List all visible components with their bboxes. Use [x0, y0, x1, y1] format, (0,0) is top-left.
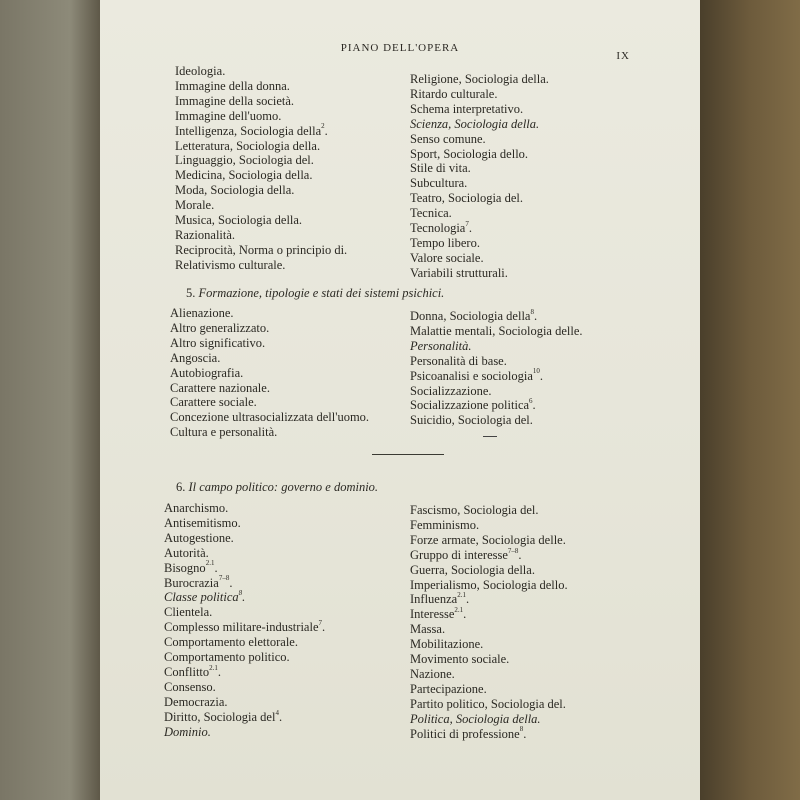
entry-text: Intelligenza, Sociologia della [175, 123, 322, 138]
index-entry [410, 117, 549, 132]
entry-text: Altro significativo. [170, 335, 266, 350]
entry-text: Musica, Sociologia della. [175, 213, 303, 228]
entry-text: Moda, Sociologia della. [175, 183, 295, 198]
entry-reference: 2.1 [205, 559, 215, 568]
index-entry [170, 410, 369, 425]
entry-text: Fascismo, Sociologia del. [410, 503, 539, 517]
em-dash-mark [483, 436, 497, 437]
index-entry [164, 635, 325, 650]
index-entry [410, 147, 549, 162]
entry-punctuation: . [242, 590, 246, 605]
index-entry [164, 590, 325, 605]
entry-punctuation: . [518, 547, 522, 562]
index-entry [164, 501, 325, 516]
index-entry [410, 132, 549, 147]
index-entry [410, 72, 549, 87]
index-entry [175, 64, 347, 79]
entry-text: Personalità di base. [410, 353, 507, 368]
entry-text: Razionalità. [175, 227, 236, 242]
entry-text: Subcultura. [410, 176, 468, 191]
entry-punctuation: . [322, 620, 326, 635]
index-entry [410, 652, 568, 667]
entry-text: Schema interpretativo. [410, 101, 524, 116]
index-entry [175, 139, 347, 154]
top-left-column [175, 64, 347, 273]
entry-reference: 8 [530, 307, 534, 316]
entry-reference: 7 [465, 219, 469, 228]
index-entry [410, 712, 568, 727]
entry-text: Linguaggio, Sociologia del. [175, 153, 314, 168]
entry-text: Nazione. [410, 666, 455, 681]
index-entry [164, 650, 325, 665]
book-page [100, 0, 700, 800]
index-entry [410, 518, 568, 533]
index-entry [410, 697, 568, 712]
index-entry [410, 607, 568, 622]
index-entry [410, 324, 583, 339]
index-entry [410, 236, 549, 251]
entry-text: Interesse [410, 607, 455, 622]
entry-text: Alienazione. [170, 306, 234, 320]
index-entry [164, 561, 325, 576]
index-entry [164, 620, 325, 635]
entry-text: Relativismo culturale. [175, 257, 286, 272]
section-6-left-column [164, 501, 325, 740]
entry-reference: 8 [519, 725, 524, 734]
index-entry [410, 102, 549, 117]
index-entry [164, 695, 325, 710]
index-entry [175, 168, 347, 183]
entry-text: Religione, Sociologia della. [410, 72, 549, 86]
top-right-column [410, 72, 549, 281]
entry-punctuation: . [532, 398, 536, 413]
entry-text: Politica, Sociologia della. [410, 711, 541, 726]
index-entry [175, 124, 347, 139]
entry-text: Femminismo. [410, 517, 480, 532]
index-entry [170, 395, 369, 410]
entry-text: Guerra, Sociologia della. [410, 562, 535, 577]
index-entry [175, 213, 347, 228]
entry-text: Politici di professione [410, 726, 520, 741]
entry-text: Tecnologia [410, 221, 466, 236]
entry-text: Imperialismo, Sociologia dello. [410, 577, 568, 592]
index-entry [410, 354, 583, 369]
entry-reference: 6 [529, 397, 533, 406]
entry-text: Teatro, Sociologia del. [410, 191, 523, 206]
entry-reference: 2.1 [457, 591, 466, 600]
index-entry [170, 306, 369, 321]
index-entry [164, 725, 325, 740]
section-divider [372, 454, 444, 455]
index-entry [175, 243, 347, 258]
index-entry [410, 533, 568, 548]
entry-punctuation: . [324, 123, 328, 138]
section-5-right-column [410, 309, 583, 428]
entry-punctuation: . [217, 664, 222, 679]
entry-reference: 7–8 [218, 574, 230, 583]
entry-reference: 7 [318, 619, 322, 628]
index-entry [175, 94, 347, 109]
section-6-number: 6. [176, 480, 186, 494]
index-entry [410, 548, 568, 563]
background-left [0, 0, 100, 800]
entry-text: Consenso. [164, 679, 216, 694]
entry-text: Burocrazia [164, 575, 219, 590]
entry-text: Complesso militare-industriale [164, 620, 319, 635]
background-right [700, 0, 800, 800]
entry-punctuation: . [523, 726, 527, 741]
index-entry [164, 605, 325, 620]
index-entry [164, 710, 325, 725]
index-entry [410, 191, 549, 206]
index-entry [170, 381, 369, 396]
entry-text: Suicidio, Sociologia del. [410, 413, 533, 428]
entry-text: Comportamento politico. [164, 650, 290, 665]
entry-punctuation: . [463, 607, 467, 622]
entry-punctuation: . [465, 592, 470, 607]
entry-text: Variabili strutturali. [410, 265, 508, 280]
entry-text: Concezione ultrasocializzata dell'uomo. [170, 410, 370, 425]
entry-text: Clientela. [164, 605, 213, 620]
entry-punctuation: . [214, 560, 218, 575]
entry-text: Medicina, Sociologia della. [175, 168, 313, 183]
index-entry [410, 176, 549, 191]
index-entry [410, 161, 549, 176]
entry-text: Letteratura, Sociologia della. [175, 138, 321, 153]
entry-text: Bisogno [164, 560, 206, 575]
index-entry [410, 563, 568, 578]
entry-text: Altro generalizzato. [170, 320, 270, 335]
entry-text: Influenza [410, 592, 458, 607]
entry-text: Antisemitismo. [164, 515, 241, 530]
index-entry [170, 351, 369, 366]
section-5-number: 5. [186, 286, 196, 300]
entry-punctuation: . [229, 575, 233, 590]
entry-text: Donna, Sociologia della [410, 309, 531, 323]
section-5-title: Formazione, tipologie e stati dei sistemi psichici. [198, 286, 445, 300]
index-entry [410, 592, 568, 607]
entry-text: Socializzazione politica [410, 398, 530, 413]
entry-text: Sport, Sociologia dello. [410, 146, 529, 161]
entry-text: Angoscia. [170, 350, 221, 365]
entry-text: Senso comune. [410, 131, 486, 146]
index-entry [170, 366, 369, 381]
index-entry [410, 503, 568, 518]
index-entry [175, 183, 347, 198]
index-entry [170, 336, 369, 351]
index-entry [175, 198, 347, 213]
entry-text: Malattie mentali, Sociologia delle. [410, 323, 583, 338]
index-entry [410, 727, 568, 742]
entry-text: Carattere nazionale. [170, 380, 270, 395]
entry-reference: 2 [321, 122, 325, 131]
index-entry [170, 321, 369, 336]
entry-text: Forze armate, Sociologia delle. [410, 532, 566, 547]
entry-text: Diritto, Sociologia del [164, 709, 276, 724]
index-entry [410, 221, 549, 236]
index-entry [410, 266, 549, 281]
entry-text: Socializzazione. [410, 383, 492, 398]
entry-text: Anarchismo. [164, 501, 229, 515]
entry-text: Conflitto [164, 664, 210, 679]
entry-punctuation: . [278, 709, 283, 724]
entry-text: Stile di vita. [410, 161, 471, 176]
index-entry [410, 384, 583, 399]
entry-text: Tecnica. [410, 206, 452, 221]
index-entry [164, 516, 325, 531]
index-entry [410, 251, 549, 266]
entry-reference: 10 [532, 367, 540, 376]
index-entry [410, 578, 568, 593]
entry-text: Scienza, Sociologia della. [410, 116, 540, 131]
entry-punctuation: . [533, 309, 538, 323]
entry-text: Partito politico, Sociologia del. [410, 696, 566, 711]
index-entry [164, 546, 325, 561]
index-entry [175, 228, 347, 243]
index-entry [410, 87, 549, 102]
section-6-right-column [410, 503, 568, 742]
index-entry [410, 667, 568, 682]
entry-punctuation: . [468, 221, 472, 236]
entry-reference: 4 [275, 708, 279, 717]
entry-text: Immagine della donna. [175, 78, 290, 93]
index-entry [410, 413, 583, 428]
index-entry [410, 309, 583, 324]
entry-text: Ritardo culturale. [410, 86, 498, 101]
entry-text: Immagine della società. [175, 93, 295, 108]
index-entry [410, 398, 583, 413]
entry-text: Reciprocità, Norma o principio di. [175, 242, 348, 257]
index-entry [410, 369, 583, 384]
index-entry [410, 206, 549, 221]
entry-text: Partecipazione. [410, 681, 487, 696]
index-entry [175, 153, 347, 168]
index-entry [410, 622, 568, 637]
index-entry [175, 79, 347, 94]
entry-reference: 2.1 [209, 663, 218, 672]
section-5-left-column [170, 306, 369, 440]
entry-text: Classe politica [164, 590, 239, 605]
entry-text: Immagine dell'uomo. [175, 108, 282, 123]
entry-text: Mobilitazione. [410, 637, 484, 652]
section-6-title: Il campo politico: governo e dominio. [188, 480, 379, 494]
index-entry [410, 339, 583, 354]
entry-text: Tempo libero. [410, 235, 480, 250]
entry-text: Gruppo di interesse [410, 547, 508, 562]
index-entry [410, 682, 568, 697]
index-entry [164, 531, 325, 546]
entry-text: Personalità. [410, 338, 472, 353]
entry-text: Comportamento elettorale. [164, 635, 298, 650]
running-head: PIANO DELL'OPERA [340, 42, 460, 54]
entry-text: Autorità. [164, 545, 209, 560]
entry-text: Autobiografia. [170, 365, 244, 380]
index-entry [175, 258, 347, 273]
index-entry [164, 680, 325, 695]
index-entry [410, 637, 568, 652]
entry-text: Dominio. [164, 724, 211, 739]
entry-reference: 7–8 [507, 546, 519, 555]
entry-text: Cultura e personalità. [170, 425, 278, 440]
index-entry [164, 576, 325, 591]
entry-reference: 2.1 [454, 606, 464, 615]
entry-text: Movimento sociale. [410, 652, 510, 667]
index-entry [164, 665, 325, 680]
entry-text: Valore sociale. [410, 250, 484, 265]
entry-text: Massa. [410, 622, 446, 637]
entry-text: Morale. [175, 198, 215, 213]
entry-text: Carattere sociale. [170, 395, 257, 410]
section-5-heading [186, 286, 444, 301]
entry-text: Psicoanalisi e sociologia [410, 368, 533, 383]
index-entry [170, 425, 369, 440]
section-6-heading [176, 480, 378, 495]
entry-reference: 8 [238, 589, 243, 598]
page-number: IX [616, 50, 630, 62]
entry-text: Autogestione. [164, 530, 234, 545]
entry-text: Democrazia. [164, 694, 228, 709]
entry-punctuation: . [539, 368, 544, 383]
entry-text: Ideologia. [175, 64, 226, 78]
